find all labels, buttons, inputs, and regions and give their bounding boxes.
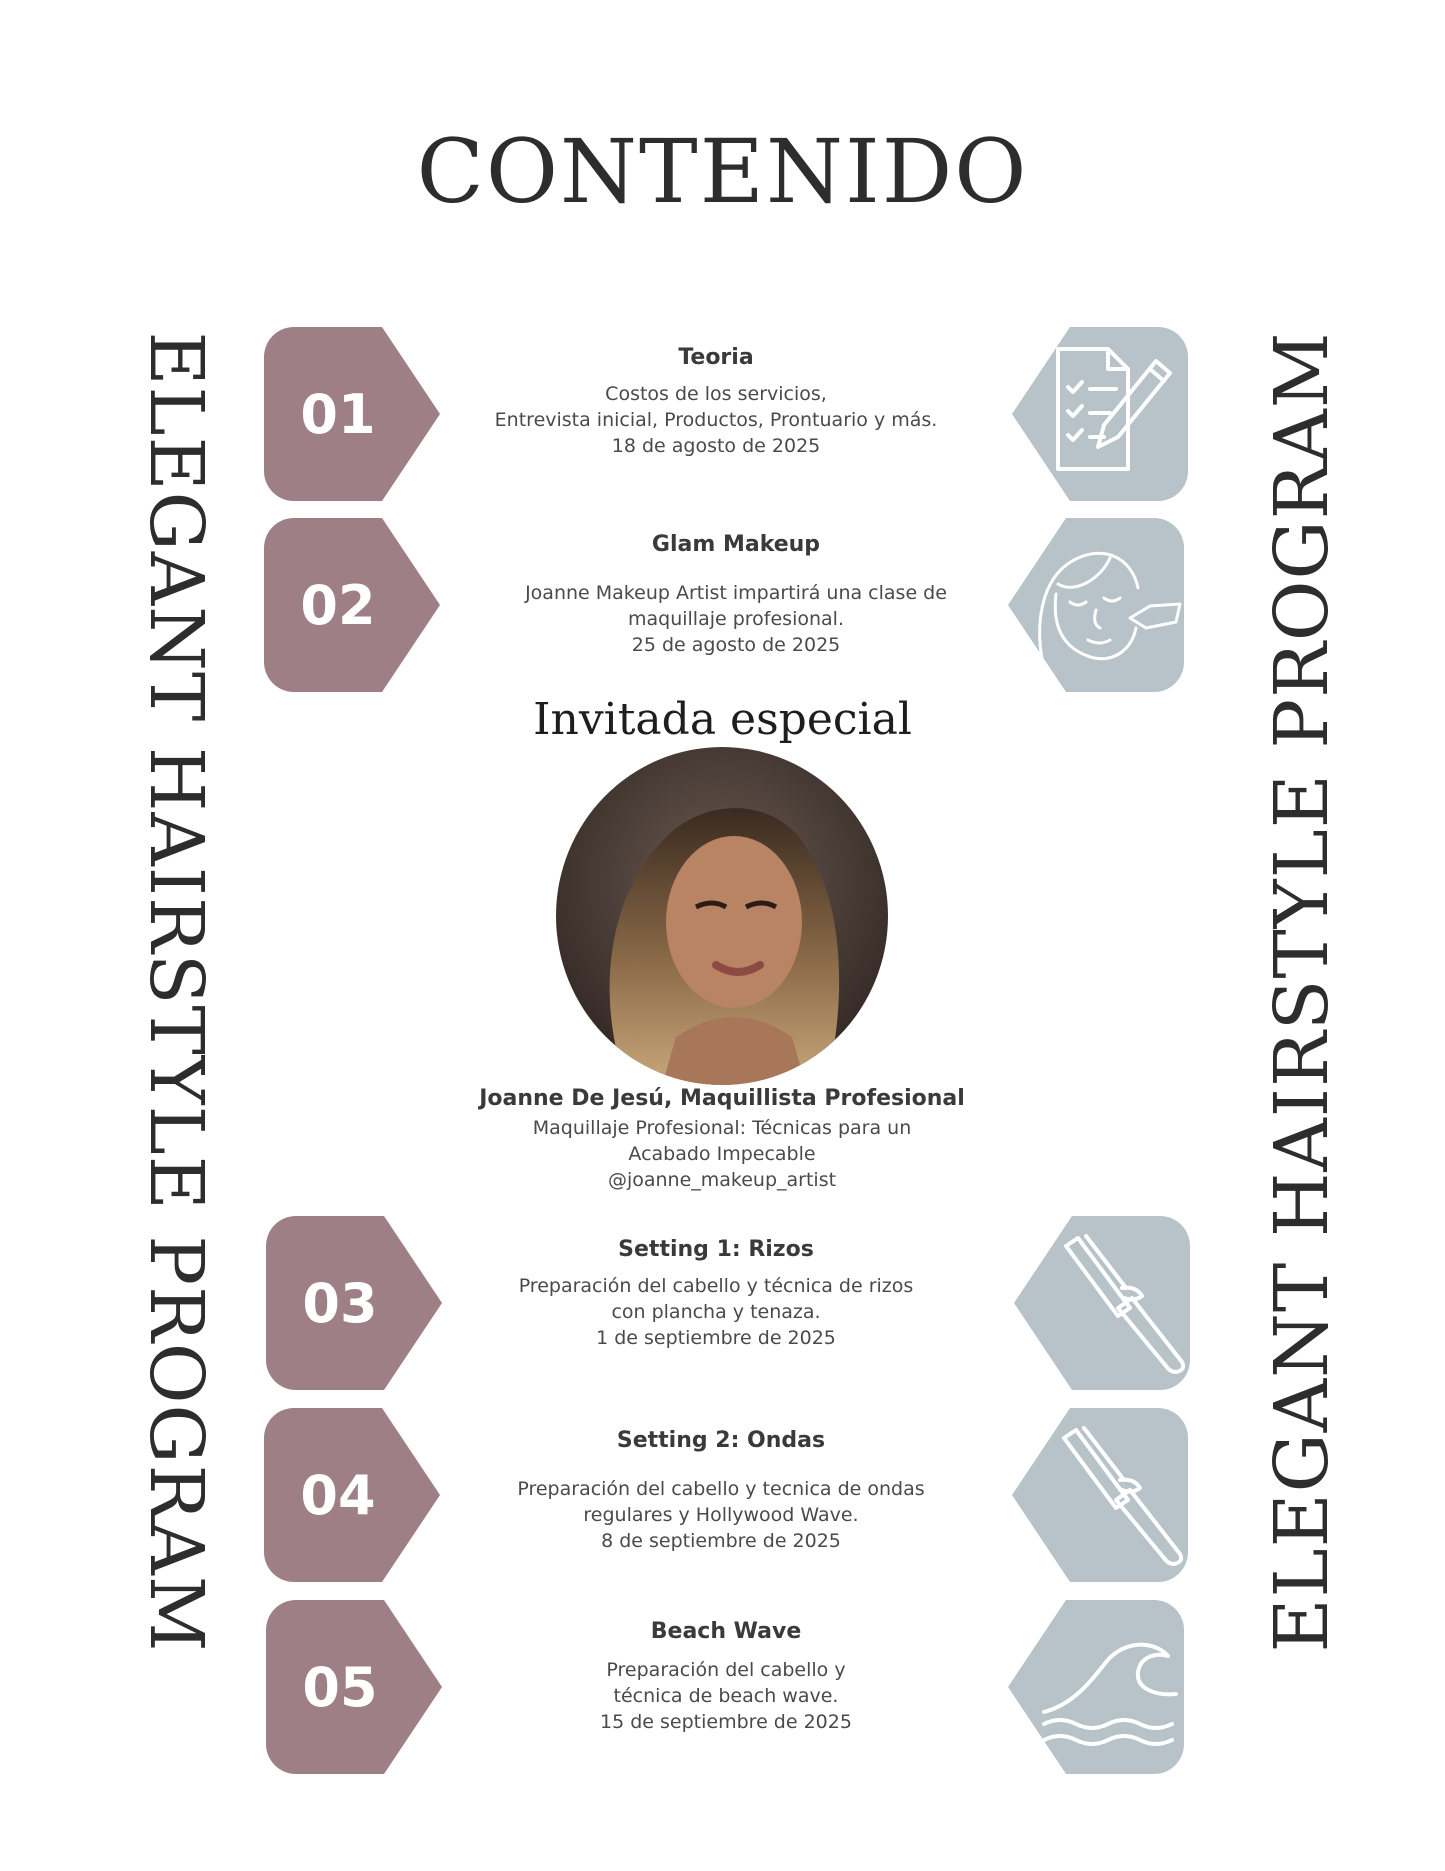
item-description: Preparación del cabello y (606, 1659, 846, 1682)
page-title: CONTENIDO (416, 120, 1029, 223)
item-title: Teoria (678, 345, 754, 370)
item-description: con plancha y tenaza. (611, 1301, 821, 1324)
item-number-badge (264, 327, 444, 501)
item-number: 04 (300, 1463, 376, 1527)
curling-iron-icon (1010, 1216, 1190, 1390)
content-item (456, 532, 1016, 658)
item-number-badge (266, 1600, 446, 1774)
checklist-pencil-icon (1008, 327, 1188, 501)
item-date: 1 de septiembre de 2025 (596, 1327, 836, 1350)
item-date: 25 de agosto de 2025 (631, 634, 841, 657)
guest-topic: Maquillaje Profesional: Técnicas para un (532, 1117, 912, 1139)
ocean-wave-icon (1004, 1600, 1184, 1774)
content-item (436, 345, 996, 459)
item-description: Costos de los servicios, (605, 383, 827, 406)
item-number: 05 (302, 1655, 378, 1719)
item-date: 8 de septiembre de 2025 (601, 1530, 841, 1553)
guest-name: Joanne De Jesú, Maquillista Profesional (479, 1086, 965, 1111)
content-item (441, 1428, 1001, 1554)
item-title: Glam Makeup (651, 532, 821, 557)
side-title-right: ELEGANT HAIRSTYLE PROGRAM (1259, 331, 1345, 1653)
content-item (436, 1237, 996, 1351)
item-number: 03 (302, 1271, 378, 1335)
guest-label: Invitada especial (533, 694, 912, 745)
item-number: 01 (300, 382, 376, 446)
item-description: Entrevista inicial, Productos, Prontuario y más. (494, 409, 938, 432)
face-makeup-brush-icon (1004, 518, 1184, 692)
item-description: Preparación del cabello y tecnica de ondas (517, 1478, 925, 1501)
item-date: 18 de agosto de 2025 (611, 435, 821, 458)
item-number-badge (264, 1408, 444, 1582)
guest-photo (556, 747, 888, 1085)
item-number-badge (266, 1216, 446, 1390)
guest-topic: Acabado Impecable (628, 1143, 816, 1165)
item-description: regulares y Hollywood Wave. (583, 1504, 859, 1527)
item-number-badge (264, 518, 444, 692)
side-title-left: ELEGANT HAIRSTYLE PROGRAM (133, 331, 219, 1653)
guest-handle: @joanne_makeup_artist (607, 1169, 837, 1191)
item-title: Setting 2: Ondas (616, 1428, 826, 1453)
item-title: Setting 1: Rizos (618, 1237, 814, 1262)
item-description: Preparación del cabello y técnica de rizos (518, 1275, 914, 1298)
content-item (446, 1619, 1006, 1735)
item-title: Beach Wave (650, 1619, 802, 1644)
item-date: 15 de septiembre de 2025 (600, 1711, 852, 1734)
item-description: maquillaje profesional. (627, 608, 844, 631)
item-description: técnica de beach wave. (613, 1685, 839, 1708)
item-number: 02 (300, 573, 376, 637)
curling-iron-icon (1008, 1408, 1188, 1582)
guest-info (432, 1083, 1012, 1193)
item-description: Joanne Makeup Artist impartirá una clase de (525, 582, 947, 605)
